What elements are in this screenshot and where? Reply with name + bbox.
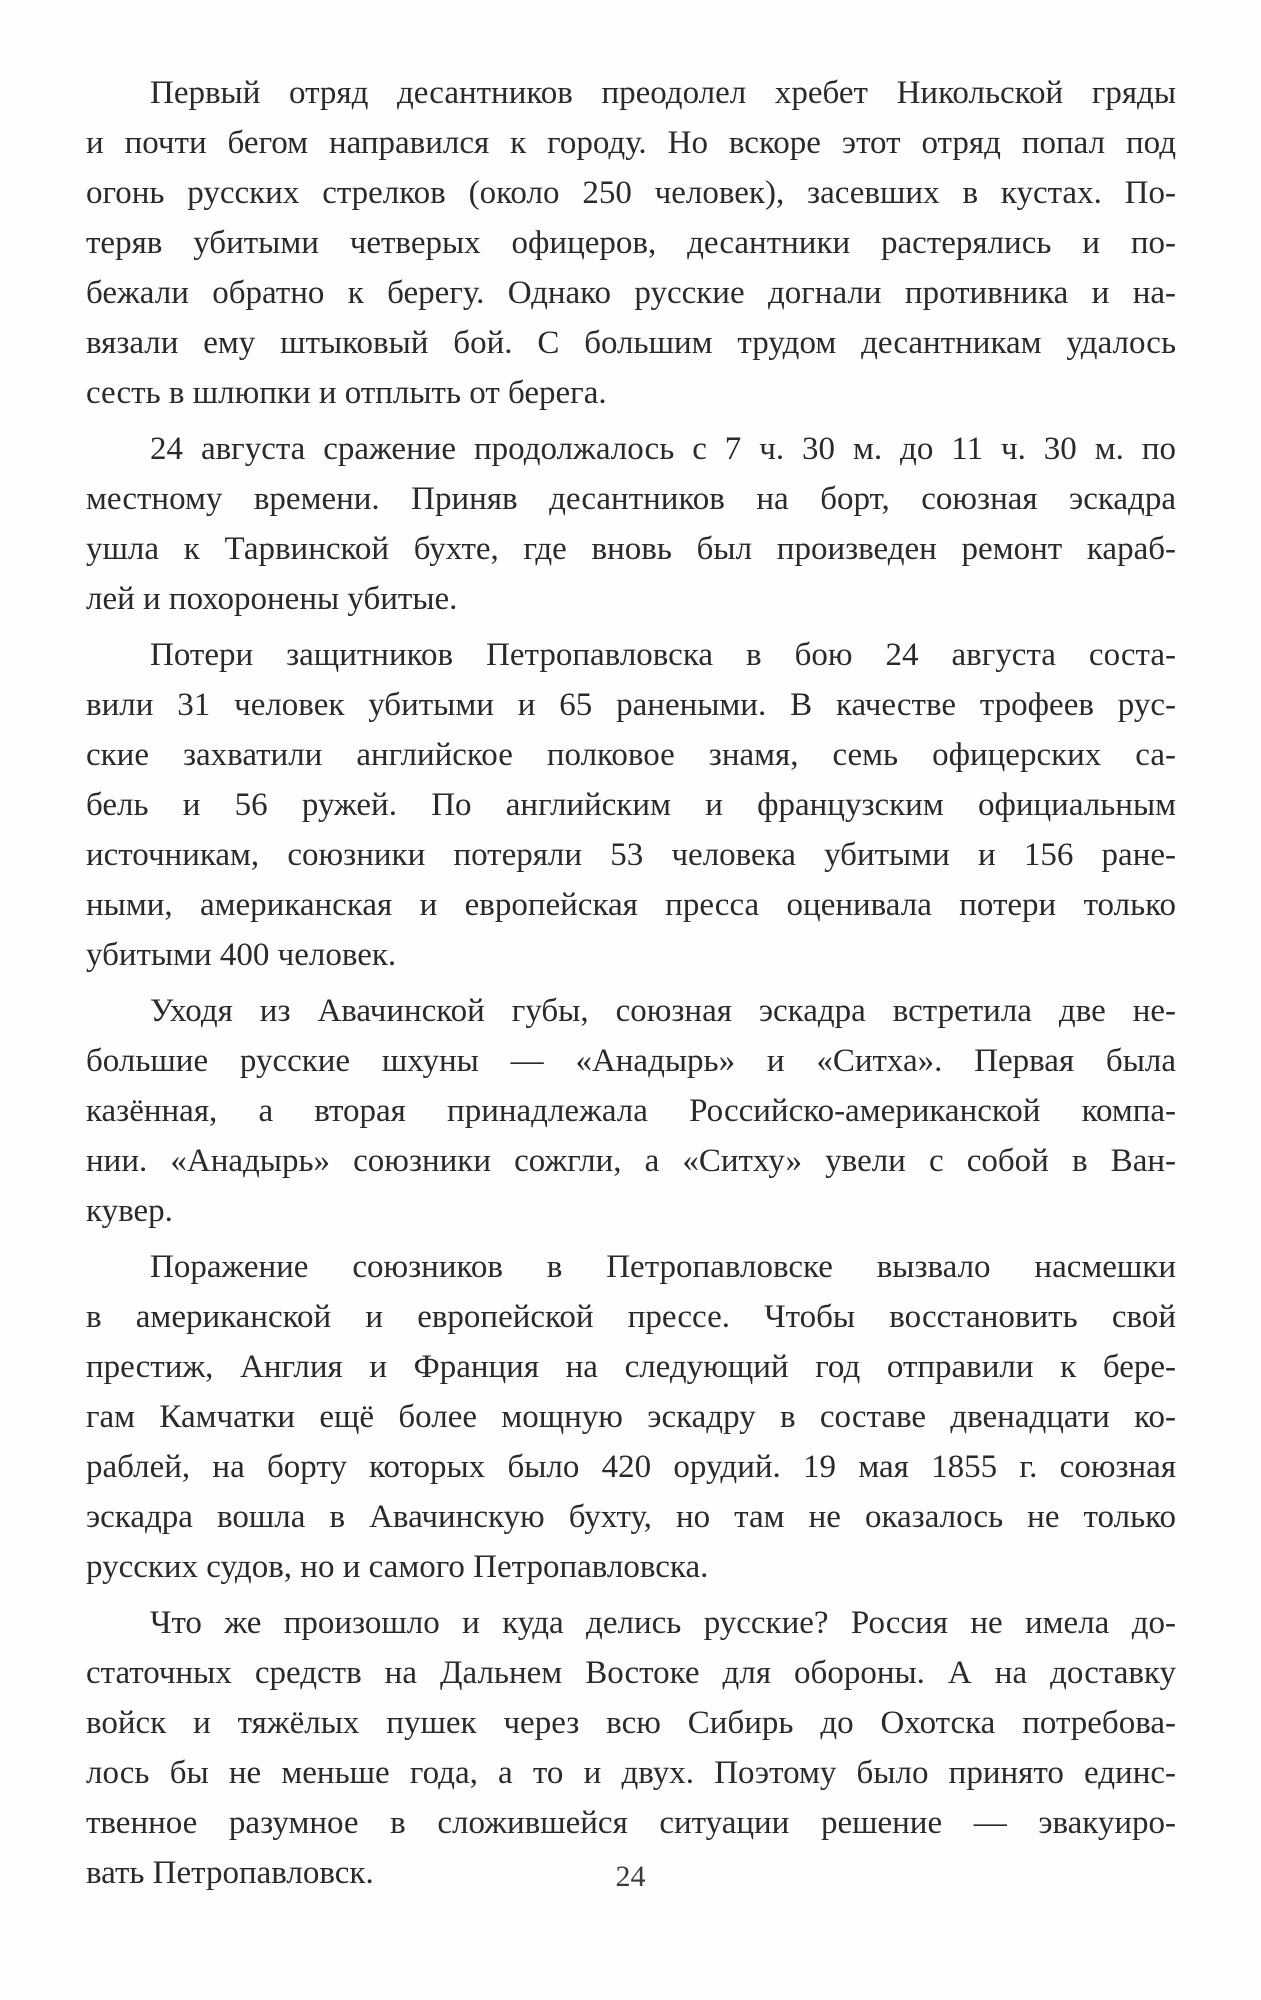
- text-line: твенное разумное в сложившейся ситуации решение — эвакуиро-: [86, 1805, 1176, 1841]
- text-line: русских судов, но и самого Петропавловска.: [86, 1549, 709, 1585]
- paragraph: [86, 630, 1176, 980]
- text-line: бежали обратно к берегу. Однако русские догнали противника и на-: [86, 275, 1176, 311]
- text-line: убитыми 400 человек.: [86, 937, 397, 973]
- text-line: теряв убитыми четверых офицеров, десантники растерялись и по-: [86, 225, 1176, 261]
- text-line: большие русские шхуны — «Анадырь» и «Ситха». Первая была: [86, 1043, 1176, 1079]
- text-line: ушла к Тарвинской бухте, где вновь был произведен ремонт караб-: [86, 531, 1176, 567]
- text-line: лось бы не меньше года, а то и двух. Поэтому было принято единс-: [86, 1755, 1176, 1791]
- body-text: [86, 68, 1176, 1898]
- text-line: Уходя из Авачинской губы, союзная эскадра встретила две не-: [150, 993, 1176, 1029]
- text-line: огонь русских стрелков (около 250 человек), засевших в кустах. По-: [86, 175, 1176, 211]
- text-line: Потери защитников Петропавловска в бою 24 августа соста-: [150, 637, 1176, 673]
- text-line: бель и 56 ружей. По английским и французским официальным: [86, 787, 1176, 823]
- text-line: войск и тяжёлых пушек через всю Сибирь до Охотска потребова-: [86, 1705, 1176, 1741]
- page-number: 24: [615, 1860, 646, 1893]
- text-line: местному времени. Приняв десантников на борт, союзная эскадра: [86, 481, 1176, 517]
- text-line: источникам, союзники потеряли 53 человека убитыми и 156 ране-: [86, 837, 1176, 873]
- text-line: сесть в шлюпки и отплыть от берега.: [86, 375, 607, 411]
- text-line: статочных средств на Дальнем Востоке для обороны. А на доставку: [86, 1655, 1176, 1691]
- text-line: ские захватили английское полковое знамя, семь офицерских са-: [86, 737, 1176, 773]
- text-line: Первый отряд десантников преодолел хребет Никольской гряды: [150, 75, 1176, 111]
- text-line: вязали ему штыковый бой. С большим трудом десантникам удалось: [86, 325, 1176, 361]
- text-line: и почти бегом направился к городу. Но вскоре этот отряд попал под: [86, 125, 1176, 161]
- text-line: лей и похоронены убитые.: [86, 581, 458, 617]
- text-line: эскадра вошла в Авачинскую бухту, но там не оказалось не только: [86, 1499, 1176, 1535]
- paragraph: [86, 986, 1176, 1236]
- text-line: 24 августа сражение продолжалось с 7 ч. 30 м. до 11 ч. 30 м. по: [150, 431, 1176, 467]
- text-line: вили 31 человек убитыми и 65 ранеными. В качестве трофеев рус-: [86, 687, 1176, 723]
- paragraph: [86, 68, 1176, 418]
- text-line: в американской и европейской прессе. Чтобы восстановить свой: [86, 1299, 1176, 1335]
- text-line: престиж, Англия и Франция на следующий год отправили к бере-: [86, 1349, 1176, 1385]
- text-line: казённая, а вторая принадлежала Российско-американской компа-: [86, 1093, 1176, 1129]
- text-line: вать Петропавловск.: [86, 1855, 374, 1891]
- text-line: ными, американская и европейская пресса оценивала потери только: [86, 887, 1176, 923]
- text-line: нии. «Анадырь» союзники сожгли, а «Ситху» увели с собой в Ван-: [86, 1143, 1176, 1179]
- paragraph: [86, 424, 1176, 624]
- text-line: гам Камчатки ещё более мощную эскадру в составе двенадцати ко-: [86, 1399, 1176, 1435]
- text-line: Что же произошло и куда делись русские? Россия не имела до-: [150, 1605, 1176, 1641]
- text-line: Поражение союзников в Петропавловске вызвало насмешки: [150, 1249, 1176, 1285]
- text-line: раблей, на борту которых было 420 орудий. 19 мая 1855 г. союзная: [86, 1449, 1176, 1485]
- paragraph: [86, 1598, 1176, 1898]
- paragraph: [86, 1242, 1176, 1592]
- text-line: кувер.: [86, 1193, 173, 1229]
